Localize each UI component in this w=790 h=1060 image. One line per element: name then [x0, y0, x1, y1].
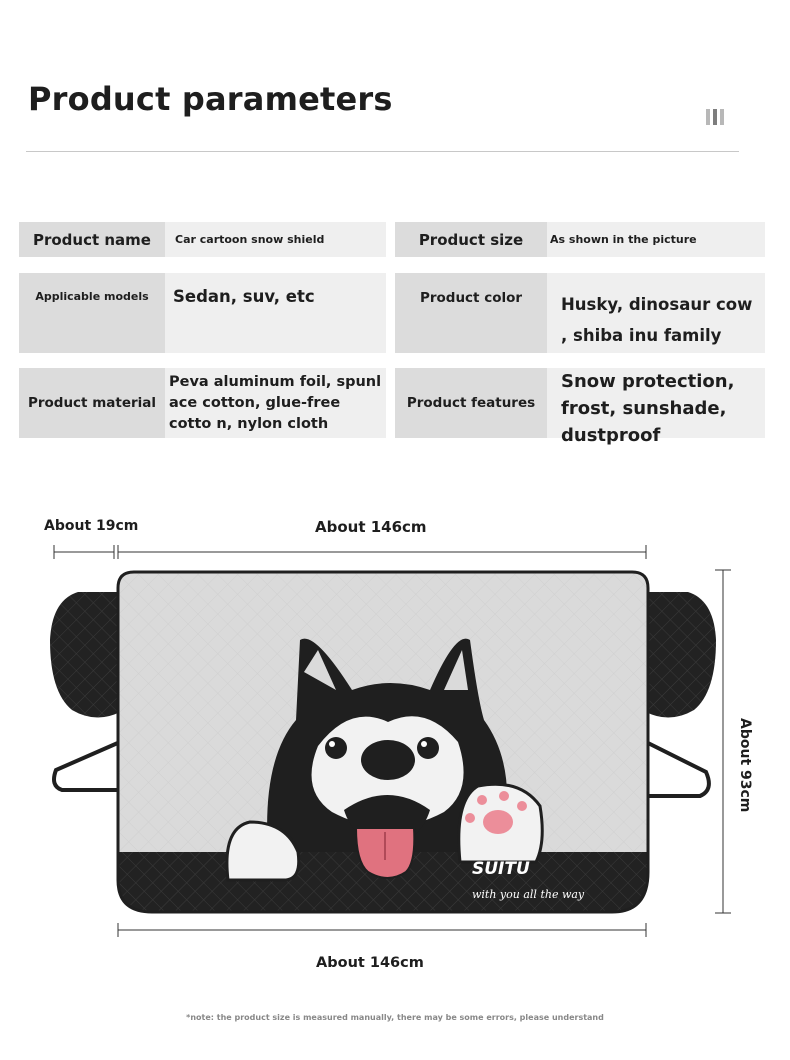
slogan-text: with you all the way — [472, 888, 585, 901]
param-value-product-features: Snow protection, frost, sunshade, dustproof — [547, 368, 765, 438]
param-label-product-name: Product name — [19, 222, 165, 257]
dim-flap-width: About 19cm — [44, 518, 139, 534]
param-value-product-size: As shown in the picture — [547, 222, 765, 257]
param-label-applicable-models: Applicable models — [19, 273, 165, 353]
dim-height: About 93cm — [737, 718, 753, 813]
param-label-product-color: Product color — [395, 273, 547, 353]
param-value-product-material: Peva aluminum foil, spunl ace cotton, glue-free cotto n, nylon cloth — [165, 368, 386, 438]
left-flap — [50, 592, 120, 718]
param-value-applicable-models: Sedan, suv, etc — [165, 273, 386, 353]
brand-text: SUITU — [472, 859, 530, 879]
right-flap — [646, 592, 716, 718]
param-value-product-name: Car cartoon snow shield — [165, 222, 386, 257]
param-label-product-features: Product features — [395, 368, 547, 438]
left-strap — [54, 742, 120, 790]
param-value-product-color: Husky, dinosaur cow , shiba inu family — [547, 273, 765, 353]
dim-top-width: About 146cm — [315, 518, 427, 536]
footnote: *note: the product size is measured manually, there may be some errors, please understand — [186, 1013, 604, 1022]
dim-bottom-width: About 146cm — [316, 955, 424, 971]
right-strap — [646, 742, 709, 796]
page-title: Product parameters — [28, 80, 393, 118]
param-label-product-size: Product size — [395, 222, 547, 257]
param-label-product-material: Product material — [19, 368, 165, 438]
husky-right-paw — [459, 784, 542, 862]
